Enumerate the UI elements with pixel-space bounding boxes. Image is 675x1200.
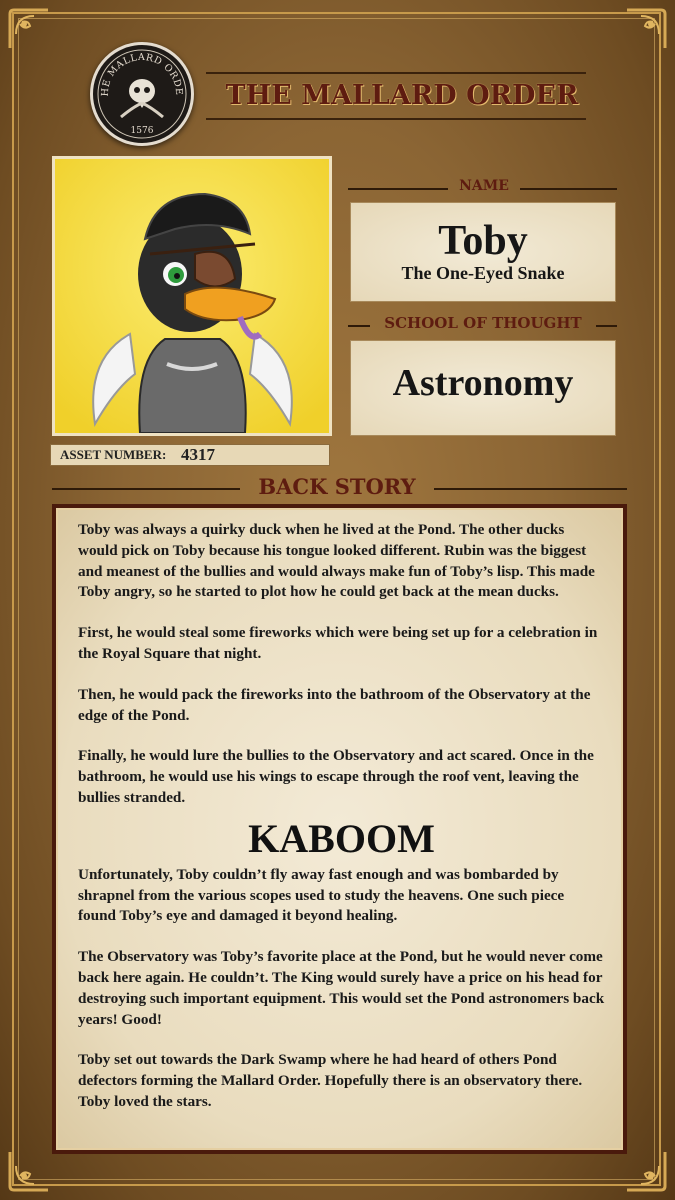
backstory-paragraph: Finally, he would lure the bullies to the Observatory and act scared. Once in the bathroom, he would use his wings to escape through the roof vent, leaving the bullies stranded.: [78, 747, 594, 806]
backstory-label: BACK STORY: [258, 474, 416, 499]
backstory-text: [56, 508, 623, 1150]
asset-number-label: ASSET NUMBER:: [60, 447, 167, 462]
logo-ring-text: HE MALLARD ORDE: [99, 51, 185, 97]
backstory-frame: [52, 504, 627, 1154]
school-box: [350, 340, 616, 436]
backstory-rule-left: [52, 488, 240, 490]
backstory-paragraph: Unfortunately, Toby couldn’t fly away fast enough and was bombarded by shrapnel from the various scopes used to study the heavens. One such piece found Toby’s eye and damaged it beyond healing.: [78, 865, 565, 925]
school-value: Astronomy: [392, 362, 574, 404]
backstory-paragraph: The Observatory was Toby’s favorite place at the Pond, but he would never come back here again. He couldn’t. The King would surely have a price on his head for destroying such important equipment. This would set the Pond astronomers back years! Good!: [78, 948, 605, 1028]
school-label: SCHOOL OF THOUGHT: [384, 314, 582, 332]
name-box: [350, 202, 616, 302]
backstory-paragraph: Toby was always a quirky duck when he lived at the Pond. The other ducks would pick on Toby because his tongue looked different. Rubin was the biggest and meanest of the bullies and would always make fun of Toby’s lisp. This made Toby angry, so he started to plot how he could get back at the mean ducks.: [78, 521, 595, 601]
name-label: NAME: [459, 178, 509, 194]
corner-ornament-icon: [4, 1146, 54, 1196]
school-rule-right: [596, 325, 617, 327]
mallard-order-logo: [90, 42, 194, 146]
logo-year: 1576: [130, 126, 154, 136]
page-title: THE MALLARD ORDER: [225, 80, 579, 111]
character-portrait: [52, 156, 332, 436]
asset-number-value: 4317: [181, 445, 215, 464]
school-rule-left: [348, 325, 370, 327]
name-rule-left: [348, 188, 448, 190]
backstory-rule-right: [434, 488, 627, 490]
backstory-paragraph: First, he would steal some fireworks which were being set up for a celebration in the Royal Square that night.: [78, 624, 598, 662]
corner-ornament-icon: [4, 4, 54, 54]
title-rule-bottom: [206, 118, 586, 120]
backstory-paragraph: Then, he would pack the fireworks into the bathroom of the Observatory at the edge of the Pond.: [78, 685, 591, 724]
character-name: Toby: [438, 218, 528, 264]
character-title: The One-Eyed Snake: [401, 263, 565, 283]
title-rule-top: [206, 72, 586, 74]
asset-number-bar: [50, 444, 330, 466]
name-rule-right: [520, 188, 617, 190]
corner-ornament-icon: [621, 4, 671, 54]
kaboom-heading: KABOOM: [248, 815, 435, 861]
corner-ornament-icon: [621, 1146, 671, 1196]
backstory-paragraph: Toby set out towards the Dark Swamp where he had heard of others Pond defectors forming the Mallard Order. Hopefully there is an observatory there. Toby loved the stars.: [78, 1051, 583, 1110]
